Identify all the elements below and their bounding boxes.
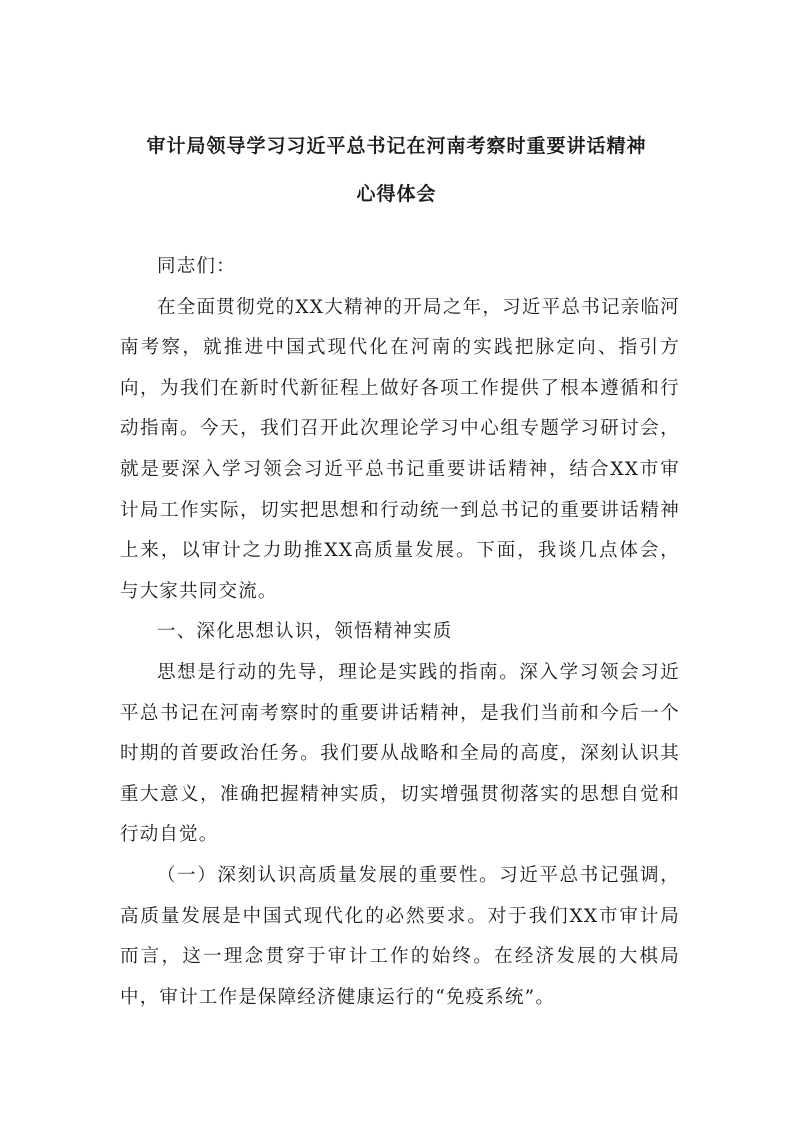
document-body [120,247,680,1018]
salutation: 同志们： [157,256,236,277]
section-heading-1: 一、深化思想认识，领悟精神实质 [157,621,453,643]
paragraph-section-1: 思想是行动的先导，理论是实践的指南。深入学习领会习近平总书记在河南考察时的重要讲话精神，是我们当前和今后一个时期的首要政治任务。我们要从战略和全局的高度，深刻认识其重大意义，准确把握精神实质，切实增强贯彻落实的思想自觉和行动自觉。 [120,661,680,846]
document-title-line-1: 审计局领导学习习近平总书记在河南考察时重要讲话精神 [146,135,647,157]
paragraph-subsection-1: （一）深刻认识高质量发展的重要性。习近平总书记强调，高质量发展是中国式现代化的必然要求。对于我们XX市审计局而言，这一理念贯穿于审计工作的始终。在经济发展的大棋局中，审计工作是保障经济健康运行的“免疫系统”。 [120,864,680,1008]
paragraph-intro: 在全面贯彻党的XX大精神的开局之年，习近平总书记亲临河南考察，就推进中国式现代化在河南的实践把脉定向、指引方向，为我们在新时代新征程上做好各项工作提供了根本遵循和行动指南。今天，我们召开此次理论学习中心组专题学习研讨会，就是要深入学习领会习近平总书记重要讲话精神，结合XX市审计局工作实际，切实把思想和行动统一到总书记的重要讲话精神上来，以审计之力助推XX高质量发展。下面，我谈几点体会，与大家共同交流。 [120,296,680,602]
document-title-line-2: 心得体会 [356,183,437,205]
